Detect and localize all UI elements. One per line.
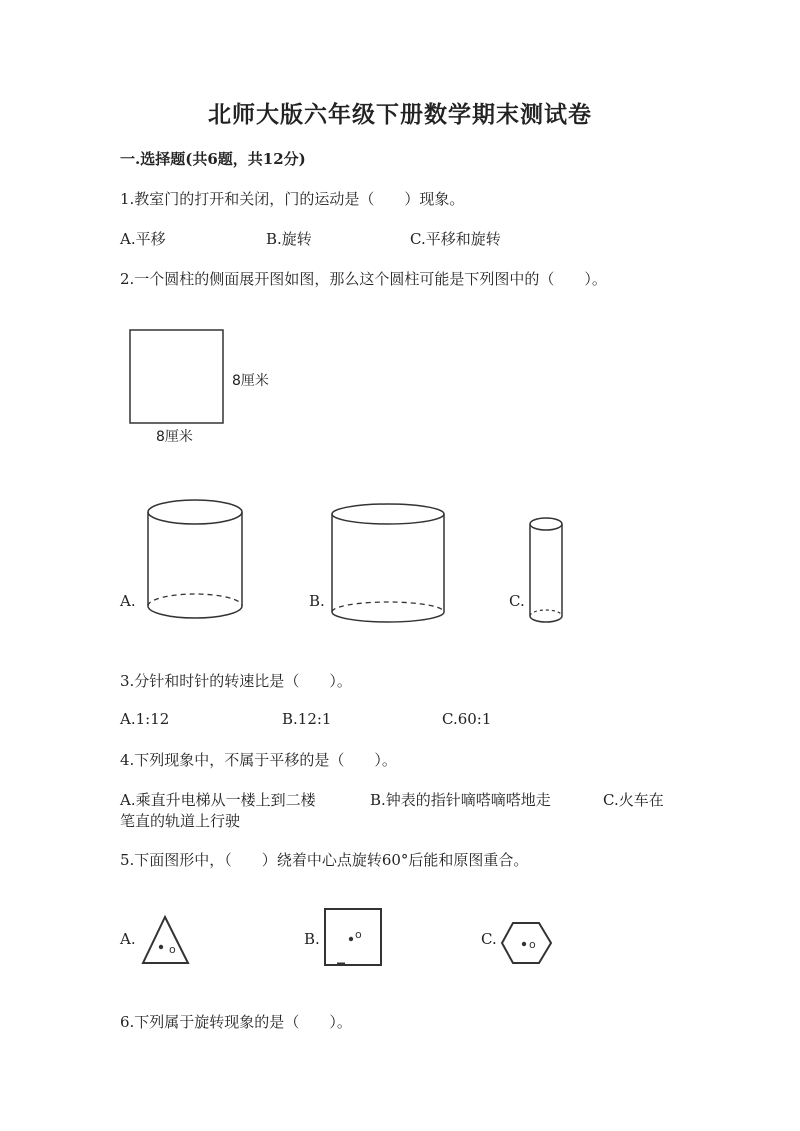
triangle-mark: o [169,943,176,956]
question-4-option-c-continuation: 笔直的轨道上行驶 [120,812,241,830]
question-5-option-b[interactable]: B. [304,930,320,948]
square-bottom-label: 8厘米 [156,429,193,445]
question-1-text: 1.教室门的打开和关闭，门的运动是（ ）现象。 [120,190,465,208]
question-2-option-b[interactable]: B. [309,592,325,610]
question-4-option-a[interactable]: A.乘直升电梯从一楼上到二楼 [120,791,316,809]
question-3-option-a[interactable]: A.1:12 [120,710,170,728]
question-5-text: 5.下面图形中，（ ）绕着中心点旋转60°后能和原图重合。 [120,851,529,869]
hexagon-mark: o [529,938,536,951]
question-3-option-b[interactable]: B.12:1 [282,710,332,728]
question-5-option-c[interactable]: C. [481,930,497,948]
net-square [130,330,223,423]
question-4-text: 4.下列现象中，不属于平移的是（ ）。 [120,751,397,769]
question-6-text: 6.下列属于旋转现象的是（ ）。 [120,1013,352,1031]
question-2-option-a[interactable]: A. [120,592,136,610]
question-4-option-c[interactable]: C.火车在 [603,791,664,809]
question-1-option-c[interactable]: C.平移和旋转 [410,230,501,248]
question-2-text: 2.一个圆柱的侧面展开图如图，那么这个圆柱可能是下列图中的（ ）。 [120,270,607,288]
cylinder-a[interactable] [145,498,245,628]
question-4-option-b[interactable]: B.钟表的指针嘀嗒嘀嗒地走 [370,791,551,809]
section-header: 一.选择题(共6题，共12分) [120,150,306,168]
question-1-option-b[interactable]: B.旋转 [266,230,312,248]
cylinder-b[interactable] [330,502,450,627]
page-title: 北师大版六年级下册数学期末测试卷 [208,101,592,128]
triangle-figure[interactable] [141,915,191,967]
hexagon-figure[interactable] [500,921,554,967]
square-figure[interactable] [323,907,385,969]
question-2-option-c[interactable]: C. [509,592,525,610]
question-3-option-c[interactable]: C.60:1 [442,710,492,728]
question-3-text: 3.分针和时针的转速比是（ ）。 [120,672,352,690]
cylinder-c[interactable] [528,516,568,628]
question-5-option-a[interactable]: A. [120,930,136,948]
question-1-option-a[interactable]: A.平移 [120,230,166,248]
square-side-label: 8厘米 [232,373,269,389]
square-mark: o [355,928,362,941]
